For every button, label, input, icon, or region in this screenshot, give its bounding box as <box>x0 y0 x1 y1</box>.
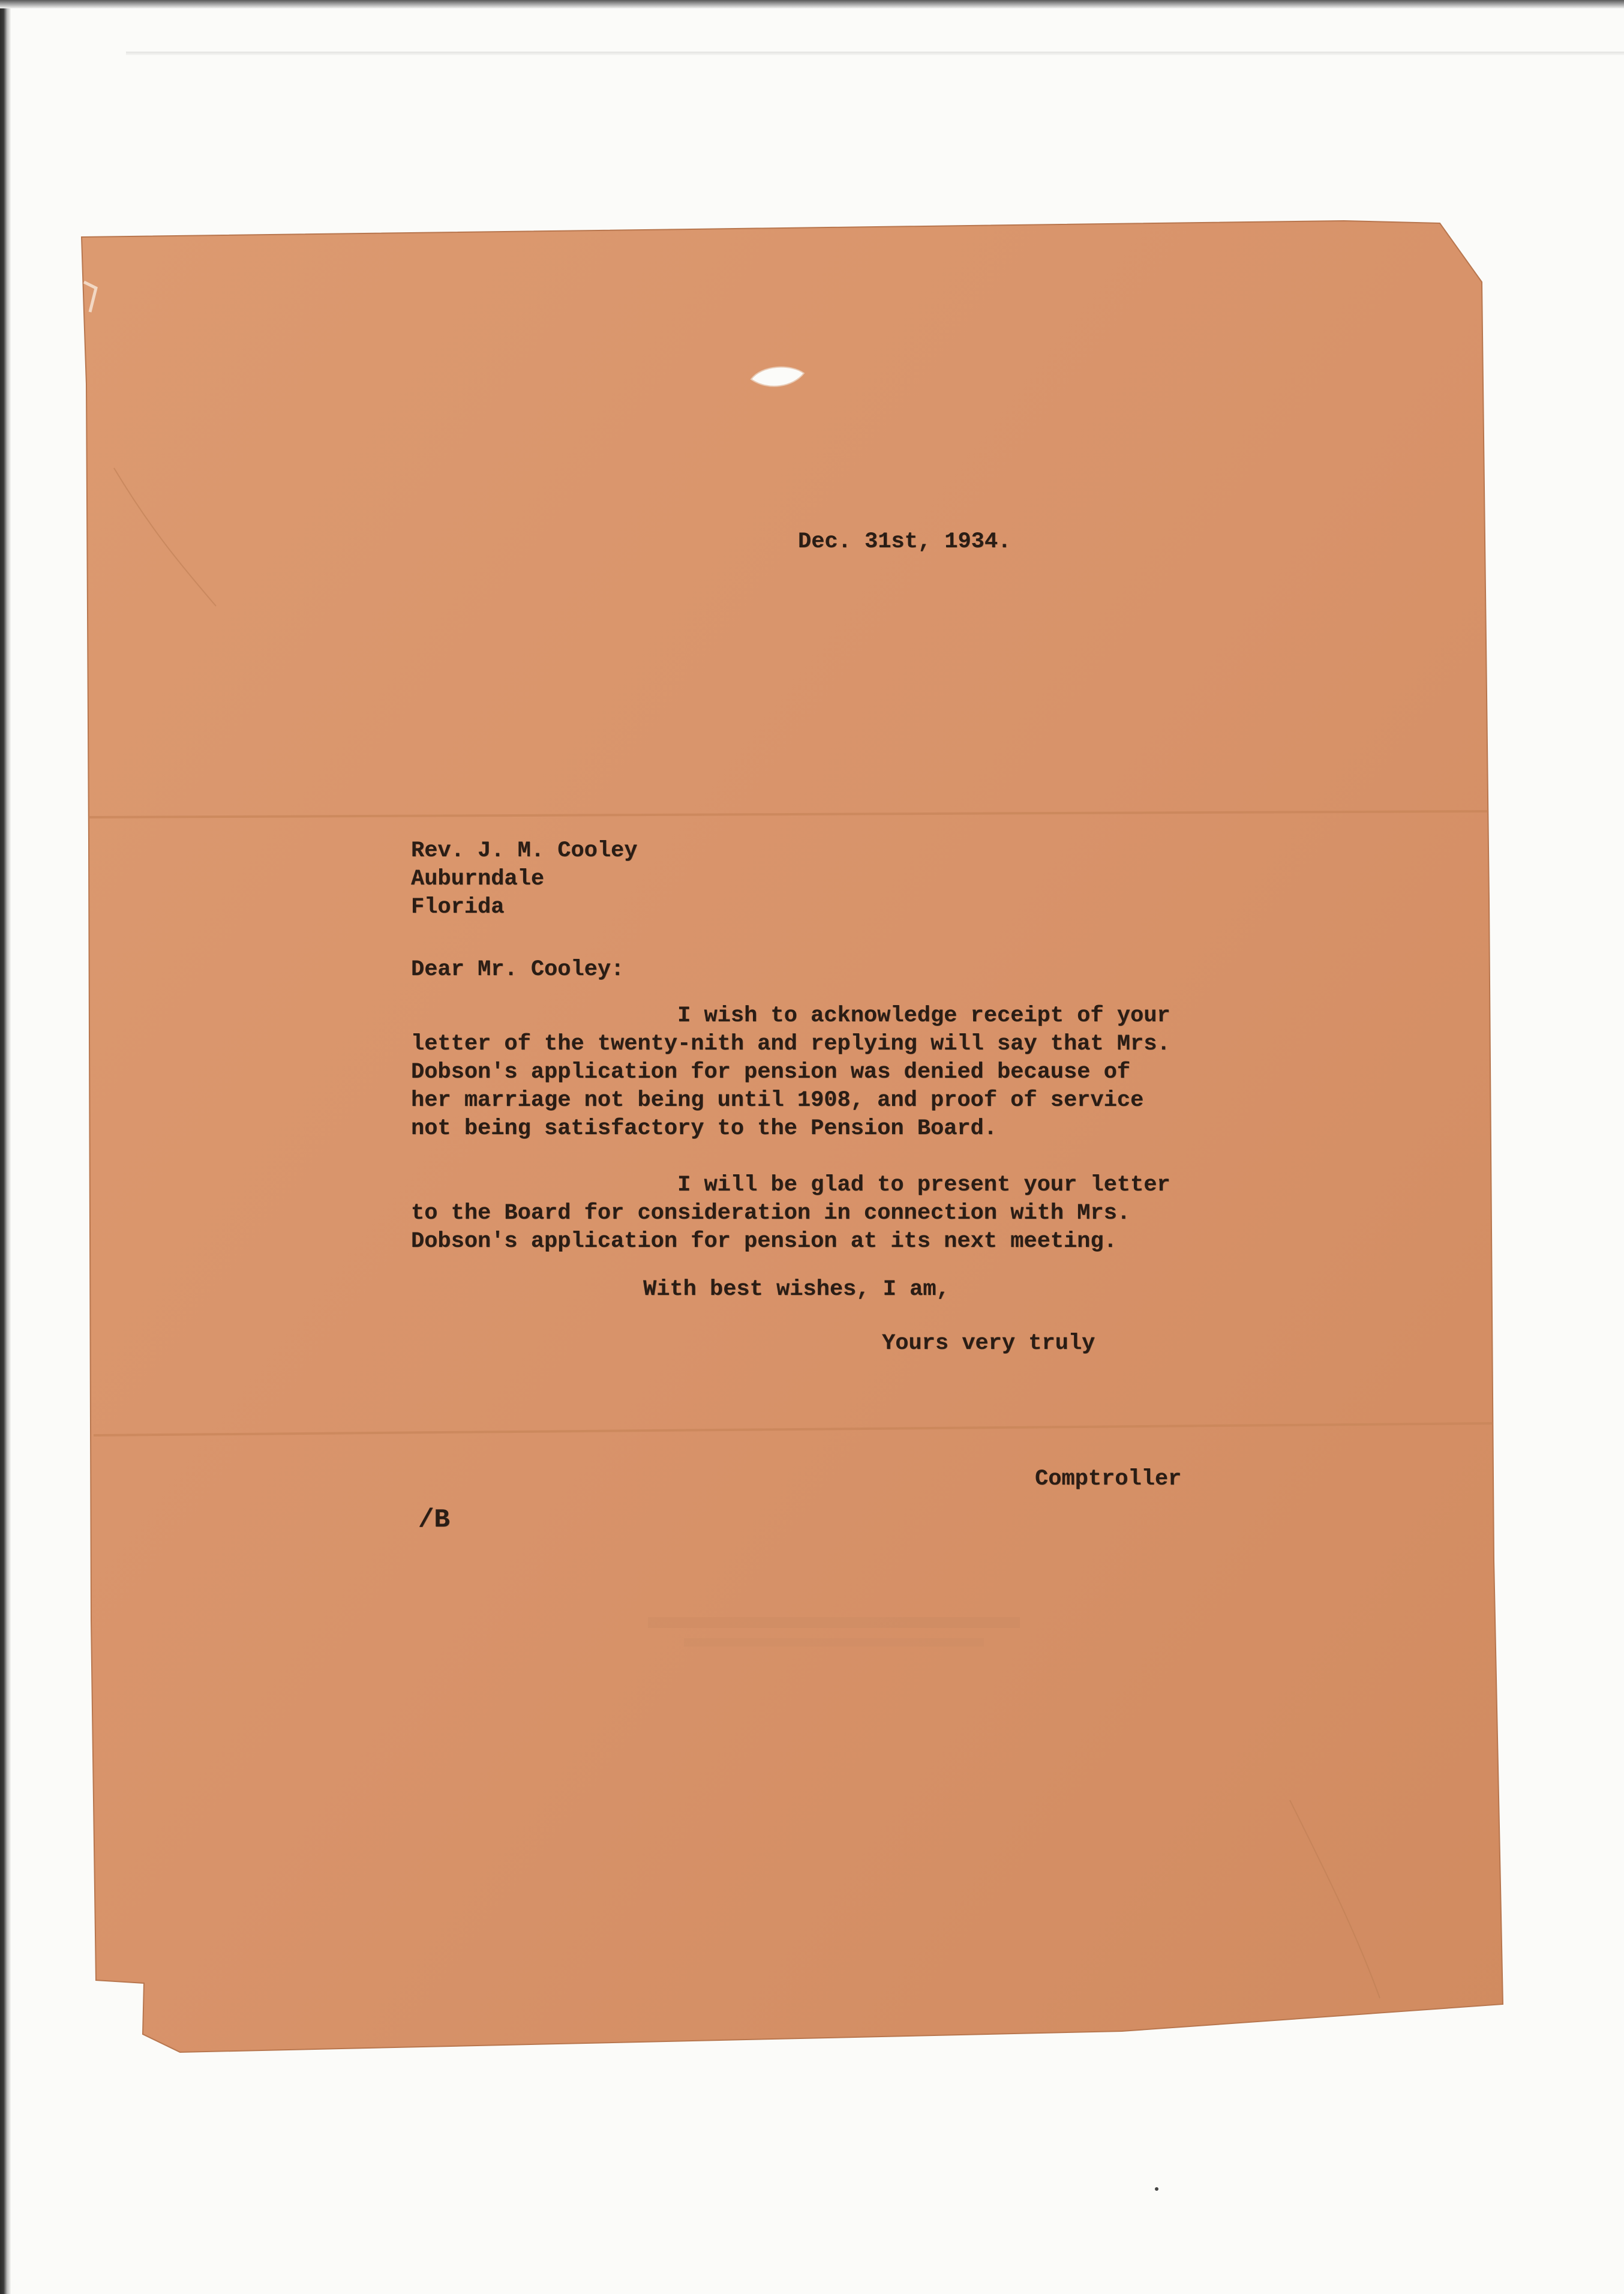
body-line: Dobson's application for pension at its next meeting. <box>411 1229 1117 1254</box>
paper-faint-print-2 <box>684 1638 984 1647</box>
recipient-name: Rev. J. M. Cooley <box>411 838 638 863</box>
body-line: not being satisfactory to the Pension Board. <box>411 1116 997 1141</box>
salutation: Dear Mr. Cooley: <box>411 957 625 982</box>
recipient-address <box>411 837 637 922</box>
recipient-state: Florida <box>411 895 505 920</box>
letter-date: Dec. 31st, 1934. <box>798 529 1011 554</box>
closing-wishes: With best wishes, I am, <box>643 1277 950 1302</box>
typist-initials: /B <box>418 1505 450 1535</box>
recipient-city: Auburndale <box>411 866 545 892</box>
letter-body <box>411 1002 1170 1256</box>
complimentary-close: Yours very truly <box>882 1331 1095 1356</box>
body-line: I will be glad to present your letter <box>411 1173 1170 1198</box>
body-line: I wish to acknowledge receipt of your <box>411 1003 1170 1028</box>
body-line: to the Board for consideration in connection with Mrs. <box>411 1201 1130 1226</box>
paper-faint-print-1 <box>648 1617 1020 1628</box>
body-line: Dobson's application for pension was denied because of <box>411 1060 1130 1085</box>
signature-title: Comptroller <box>1035 1467 1182 1492</box>
body-line: letter of the twenty-nith and replying will say that Mrs. <box>411 1031 1170 1057</box>
body-line: her marriage not being until 1908, and proof of service <box>411 1088 1144 1113</box>
